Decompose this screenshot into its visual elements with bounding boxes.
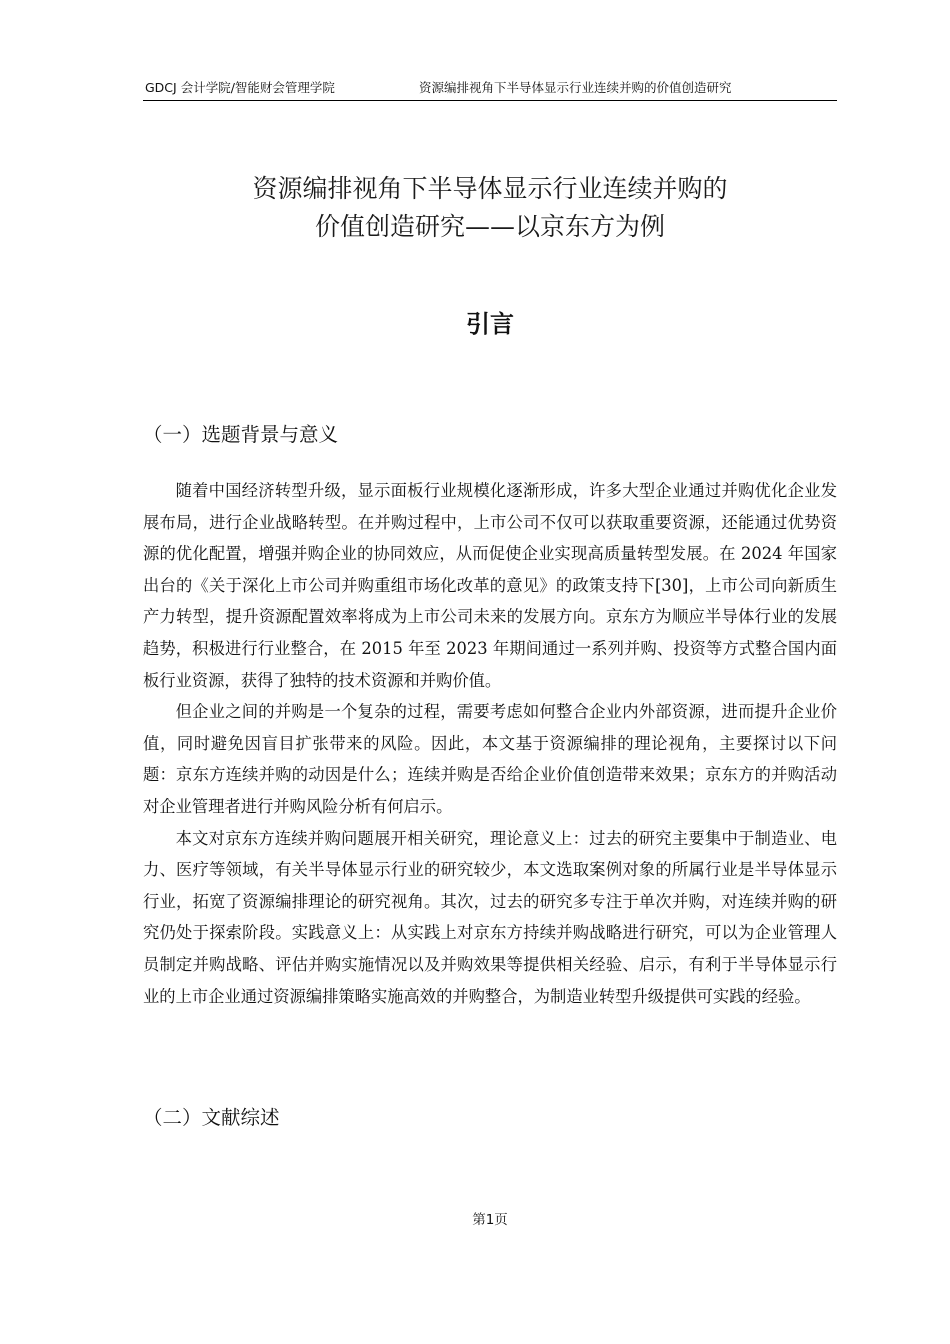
title-line-2: 价值创造研究——以京东方为例: [314, 212, 665, 241]
document-title: [143, 170, 837, 246]
paragraph: 随着中国经济转型升级，显示面板行业规模化逐渐形成，许多大型企业通过并购优化企业发展布局，进行企业战略转型。在并购过程中，上市公司不仅可以获取重要资源，还能通过优势资源的优化配置，增强并购企业的协同效应，从而促使企业实现高质量转型发展。在 2024 年国家出台的《关于深化上市公司并购重组市场化改革的意见》的政策支持下[30]，上市公司向新质生产力转型，提升资源配置效率将成为上市公司未来的发展方向。京东方为顺应半导体行业的发展趋势，积极进行行业整合，在 2015 年至 2023 年期间通过一系列并购、投资等方式整合国内面板行业资源，获得了独特的技术资源和并购价值。: [143, 481, 837, 690]
page-number: 第1页: [472, 1212, 508, 1228]
page-header: [143, 78, 837, 101]
section-heading-literature-review: （二）文献综述: [143, 1106, 280, 1129]
paragraph: 但企业之间的并购是一个复杂的过程，需要考虑如何整合企业内外部资源，进而提升企业价值，同时避免因盲目扩张带来的风险。因此，本文基于资源编排的理论视角，主要探讨以下问题：京东方连续并购的动因是什么；连续并购是否给企业价值创造带来效果；京东方的并购活动对企业管理者进行并购风险分析有何启示。: [143, 702, 837, 816]
section-body-background: [143, 475, 837, 1012]
header-running-title: 资源编排视角下半导体显示行业连续并购的价值创造研究: [419, 80, 732, 95]
header-institution: GDCJ 会计学院/智能财会管理学院: [145, 80, 335, 95]
paragraph: 本文对京东方连续并购问题展开相关研究，理论意义上：过去的研究主要集中于制造业、电力、医疗等领域，有关半导体显示行业的研究较少，本文选取案例对象的所属行业是半导体显示行业，拓宽了资源编排理论的研究视角。其次，过去的研究多专注于单次并购，对连续并购的研究仍处于探索阶段。实践意义上：从实践上对京东方持续并购战略进行研究，可以为企业管理人员制定并购战略、评估并购实施情况以及并购效果等提供相关经验、启示，有利于半导体显示行业的上市企业通过资源编排策略实施高效的并购整合，为制造业转型升级提供可实践的经验。: [143, 828, 837, 1006]
section-heading-background: （一）选题背景与意义: [143, 423, 339, 446]
intro-heading: 引言: [466, 310, 514, 338]
title-line-1: 资源编排视角下半导体显示行业连续并购的: [252, 174, 728, 203]
